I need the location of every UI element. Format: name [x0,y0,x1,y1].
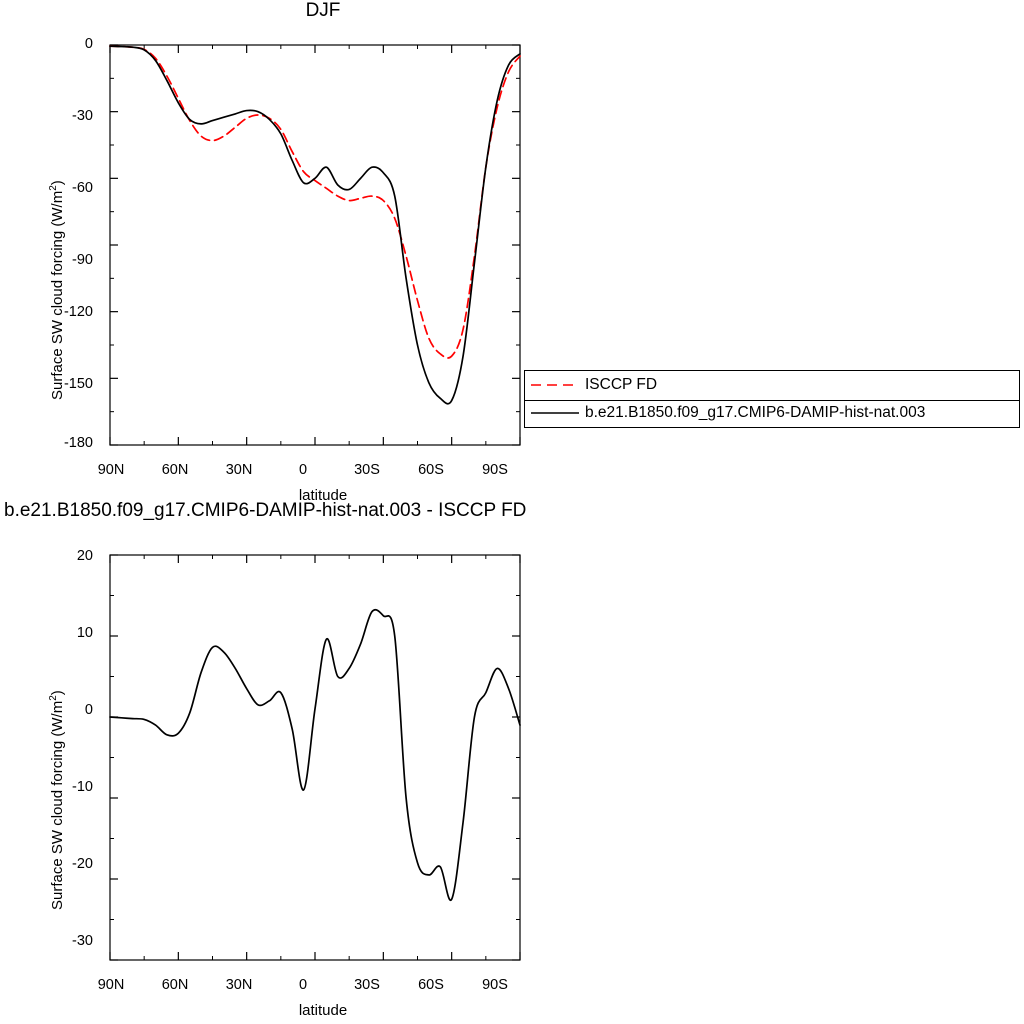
bottom-chart-title: b.e21.B1850.f09_g17.CMIP6-DAMIP-hist-nat.003 - ISCCP FD [4,500,527,521]
bottom-ytick-1: 10 [76,625,93,641]
bottom-xtick-0: 90N [97,977,125,993]
top-xtick-6: 90S [482,462,508,478]
top-y-axis-label-text: Surface SW cloud forcing (W/m [49,190,66,400]
top-ytick-4: -120 [63,304,93,320]
series-line [110,610,520,901]
top-x-axis-label: latitude [298,487,348,504]
top-xtick-4: 30S [354,462,380,478]
top-y-axis-label-sup: 2 [48,185,59,191]
bottom-x-axis-label: latitude [298,1002,348,1019]
bottom-xtick-5: 60S [418,977,444,993]
top-xtick-5: 60S [418,462,444,478]
bottom-xtick-2: 30N [225,977,253,993]
series-line [110,46,520,404]
bottom-chart-canvas [0,500,1024,1024]
bottom-xtick-6: 90S [482,977,508,993]
top-xtick-0: 90N [97,462,125,478]
bottom-xtick-3: 0 [298,977,308,993]
legend-label-isccp: ISCCP FD [585,376,658,393]
top-ytick-3: -90 [72,252,93,268]
bottom-y-axis-label-text: Surface SW cloud forcing (W/m [49,700,66,910]
legend-dashed-line-icon [525,371,585,399]
bottom-ytick-0: 20 [76,548,93,564]
top-ytick-5: -150 [63,376,93,392]
top-ytick-6: -180 [63,435,93,451]
top-xtick-1: 60N [161,462,189,478]
legend-line-isccp [525,371,585,399]
series-line [110,46,520,358]
top-xtick-2: 30N [225,462,253,478]
legend-solid-line-icon [525,399,585,427]
bottom-y-axis-label-sup: 2 [48,695,59,701]
legend-item-isccp [525,371,1019,399]
top-ytick-1: -30 [72,108,93,124]
chart-legend [524,370,1020,428]
bottom-y-axis-label-end: ) [49,690,66,696]
legend-label-model: b.e21.B1850.f09_g17.CMIP6-DAMIP-hist-nat.003 [585,404,926,421]
legend-line-model [525,399,585,427]
bottom-ytick-3: -10 [72,779,93,795]
bottom-xtick-4: 30S [354,977,380,993]
bottom-ytick-2: 0 [84,702,93,718]
bottom-ytick-5: -30 [72,933,93,949]
top-xtick-3: 0 [298,462,308,478]
bottom-ytick-4: -20 [72,856,93,872]
top-chart-title: DJF [305,0,341,21]
bottom-xtick-1: 60N [161,977,189,993]
bottom-chart-panel [0,500,1024,1024]
top-ytick-2: -60 [72,180,93,196]
top-y-axis-label-end: ) [49,180,66,186]
top-ytick-0: 0 [84,36,93,52]
legend-item-model [525,399,1019,427]
